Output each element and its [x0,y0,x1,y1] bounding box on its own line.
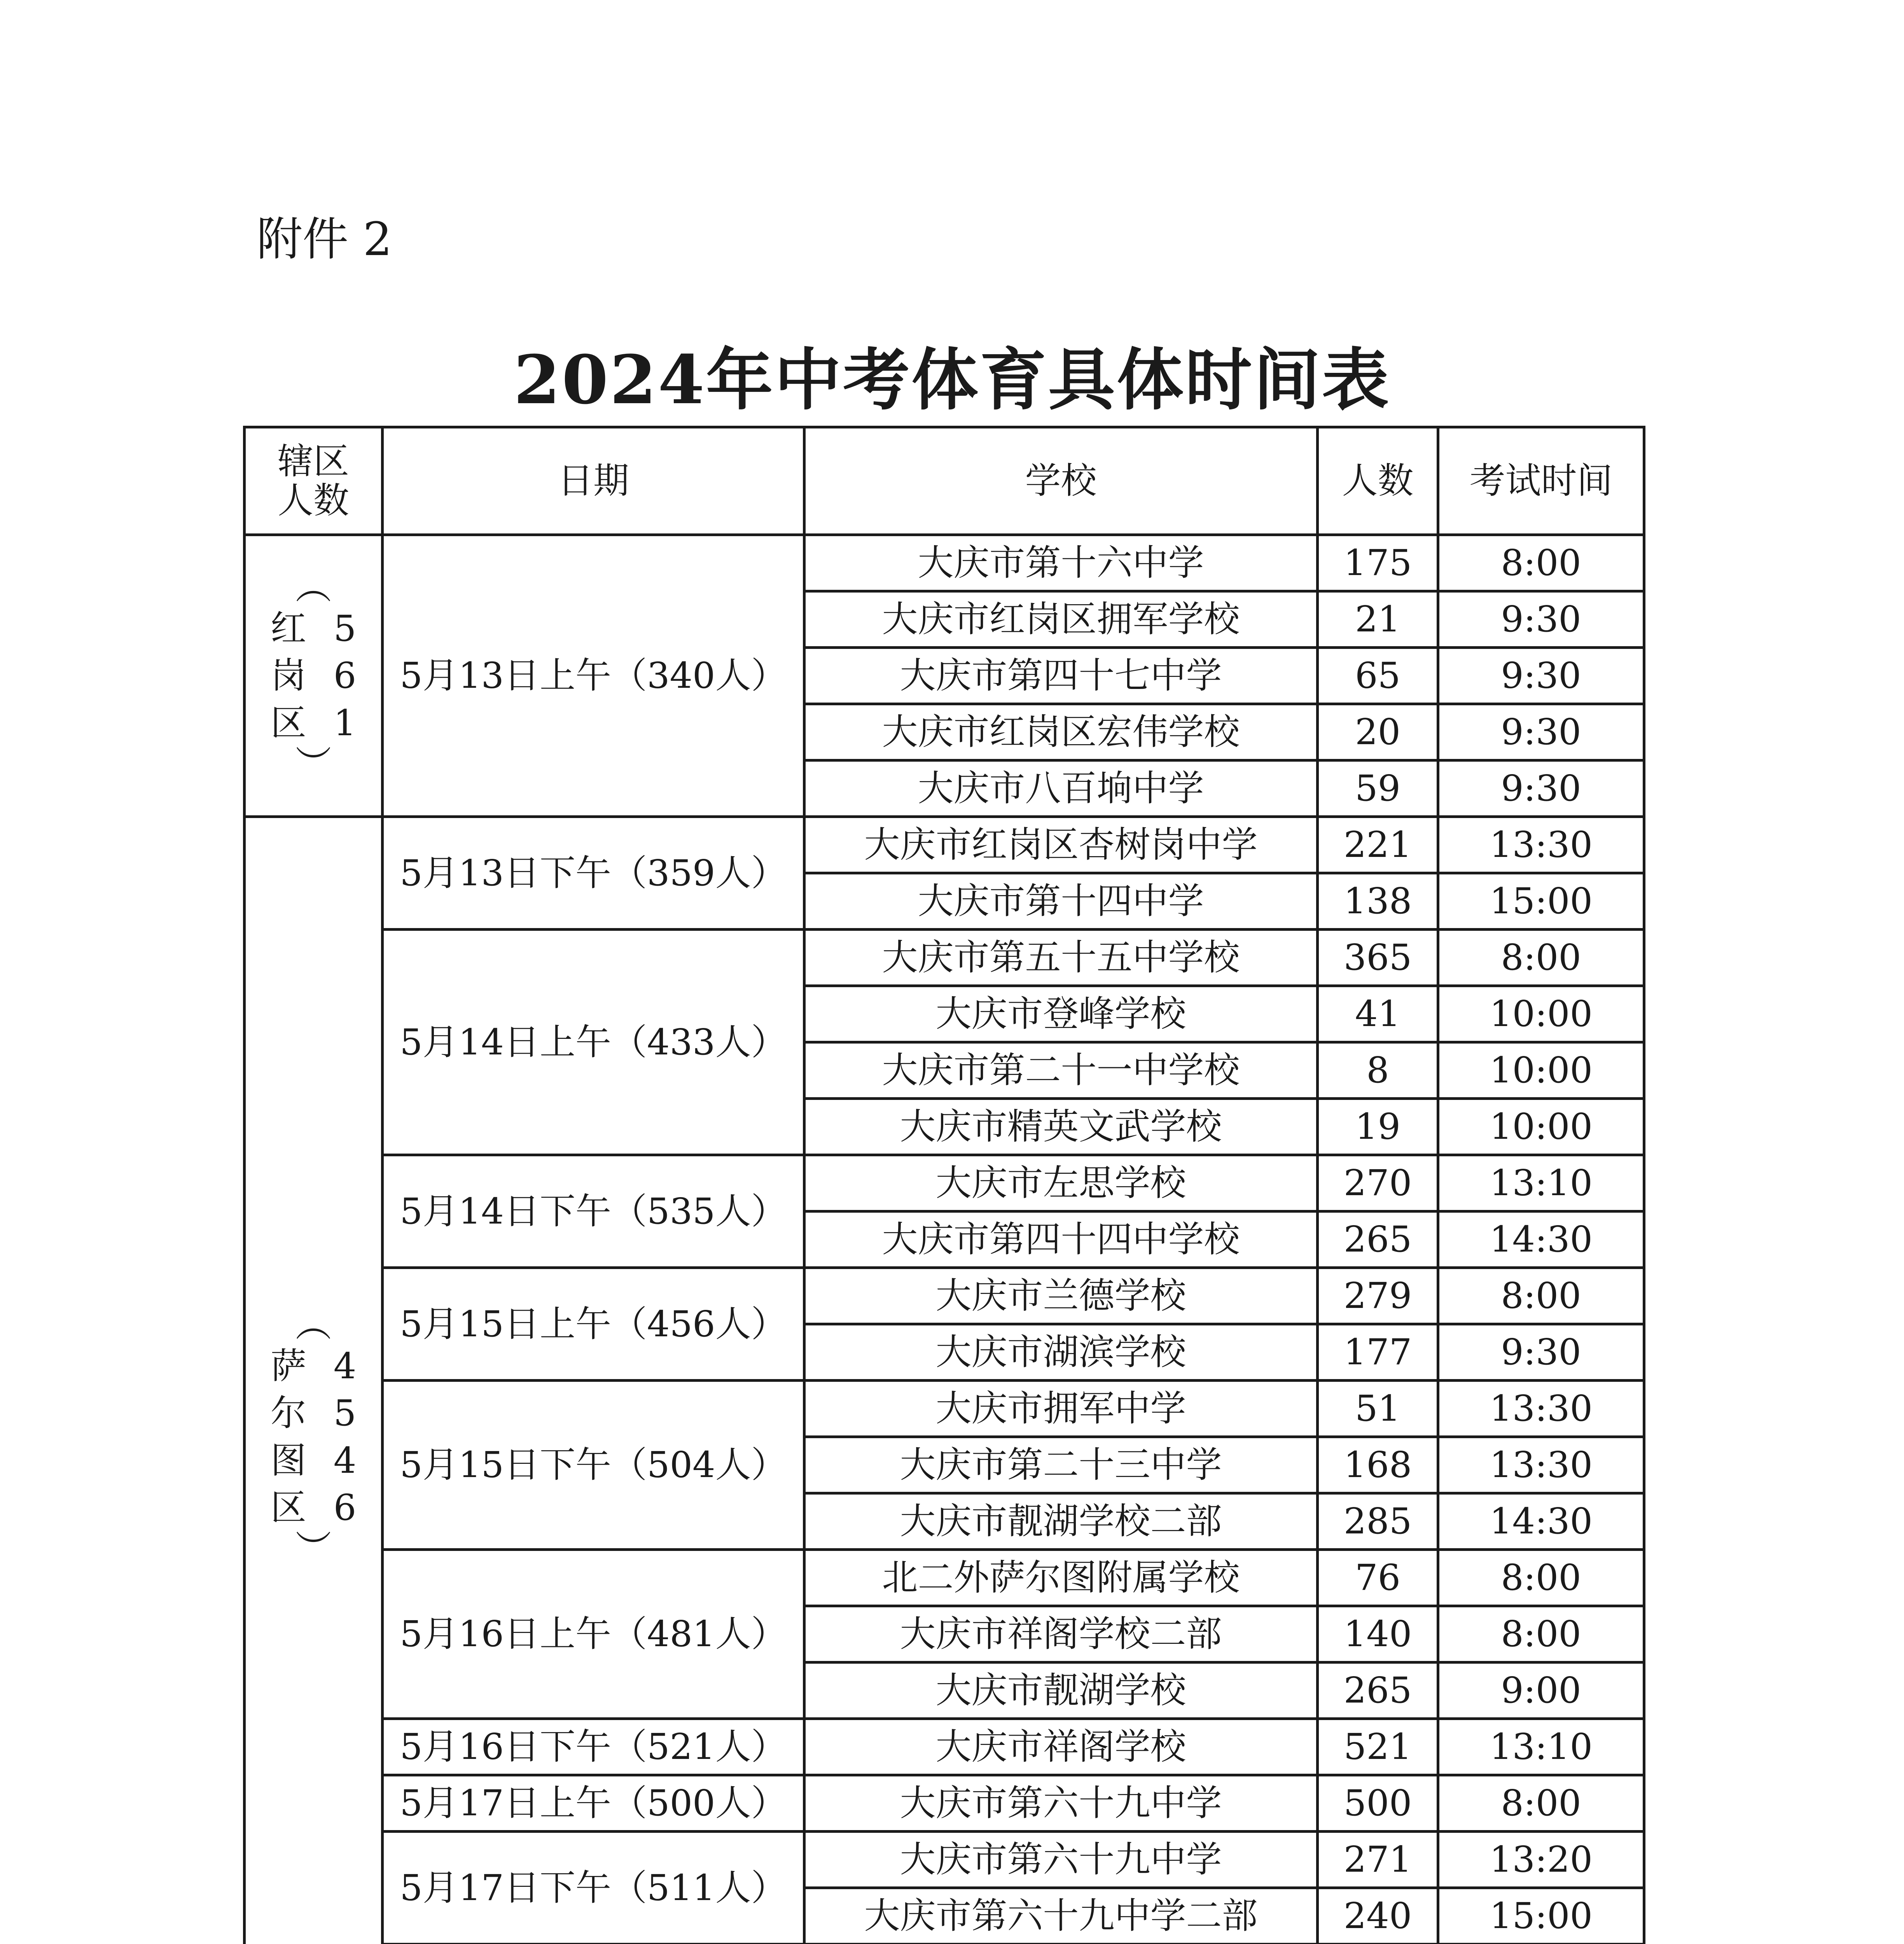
school-name: 大庆市兰德学校 [804,1268,1318,1324]
school-name: 大庆市红岗区拥军学校 [804,591,1318,648]
school-name: 大庆市第四十四中学校 [804,1212,1318,1268]
region-char: 图 [270,1439,306,1481]
student-count: 279 [1318,1268,1438,1324]
school-name: 大庆市红岗区宏伟学校 [804,704,1318,760]
student-count: 521 [1318,1719,1438,1775]
student-count: 8 [1318,1042,1438,1099]
exam-time: 15:00 [1438,873,1644,930]
school-name: 北二外萨尔图附属学校 [804,1550,1318,1606]
exam-time: 9:30 [1438,704,1644,760]
region-char: 区 [270,1486,306,1528]
school-name: 大庆市红岗区杏树岗中学 [804,817,1318,873]
region-cell-honggang [245,535,383,817]
school-name: 大庆市第六十九中学 [804,1832,1318,1888]
region-count-digit: 4 [333,1439,357,1481]
school-name: 大庆市八百垧中学 [804,760,1318,817]
school-name: 大庆市靓湖学校二部 [804,1493,1318,1550]
attachment-label: 附件 2 [257,212,392,266]
student-count: 59 [1318,760,1438,817]
exam-time: 13:30 [1438,1437,1644,1493]
header-region-line2: 人数 [277,480,349,521]
school-name: 大庆市左思学校 [804,1155,1318,1212]
session-date: 5月15日下午（504人） [383,1381,804,1550]
school-name: 大庆市第五十五中学校 [804,930,1318,986]
region-count-digit: 1 [333,702,357,744]
session-date: 5月16日下午（521人） [383,1719,804,1775]
exam-time: 13:30 [1438,817,1644,873]
student-count: 175 [1318,535,1438,591]
exam-time: 14:30 [1438,1212,1644,1268]
paren-close: ︶ [295,1528,331,1570]
table-header-row [245,427,1644,535]
school-name: 大庆市拥军中学 [804,1381,1318,1437]
student-count: 270 [1318,1155,1438,1212]
student-count: 265 [1318,1663,1438,1719]
school-name: 大庆市第二十三中学 [804,1437,1318,1493]
region-cell-saertu [245,817,383,1944]
exam-time: 8:00 [1438,1606,1644,1663]
exam-time: 15:00 [1438,1888,1644,1944]
paren-close: ︶ [295,743,331,785]
student-count: 240 [1318,1888,1438,1944]
student-count: 21 [1318,591,1438,648]
student-count: 138 [1318,873,1438,930]
school-name: 大庆市第十四中学 [804,873,1318,930]
student-count: 265 [1318,1212,1438,1268]
exam-time: 10:00 [1438,1042,1644,1099]
region-char: 岗 [270,655,306,697]
school-name: 大庆市第四十七中学 [804,648,1318,704]
header-region-count [245,427,383,535]
session-date: 5月17日下午（511人） [383,1832,804,1944]
student-count: 177 [1318,1324,1438,1381]
school-name: 大庆市登峰学校 [804,986,1318,1042]
region-char: 萨 [270,1345,306,1387]
student-count: 221 [1318,817,1438,873]
exam-time: 9:30 [1438,648,1644,704]
school-name: 大庆市第二十一中学校 [804,1042,1318,1099]
region-char: 区 [270,702,306,744]
session-date: 5月15日上午（456人） [383,1268,804,1381]
table-row [245,1832,1644,1888]
region-count-digit: 4 [333,1345,357,1387]
region-count-digit: 5 [333,607,357,649]
exam-time: 9:30 [1438,591,1644,648]
session-date: 5月14日下午（535人） [383,1155,804,1268]
school-name: 大庆市精英文武学校 [804,1099,1318,1155]
school-name: 大庆市第十六中学 [804,535,1318,591]
table-row [245,1268,1644,1324]
session-date: 5月13日上午（340人） [383,535,804,817]
school-name: 大庆市靓湖学校 [804,1663,1318,1719]
exam-time: 9:00 [1438,1663,1644,1719]
exam-time: 8:00 [1438,930,1644,986]
exam-time: 10:00 [1438,1099,1644,1155]
session-date: 5月14日上午（433人） [383,930,804,1155]
exam-time: 8:00 [1438,1550,1644,1606]
exam-time: 8:00 [1438,535,1644,591]
student-count: 20 [1318,704,1438,760]
header-count: 人数 [1318,427,1438,535]
session-date: 5月17日上午（500人） [383,1775,804,1832]
school-name: 大庆市第六十九中学二部 [804,1888,1318,1944]
exam-time: 9:30 [1438,1324,1644,1381]
student-count: 365 [1318,930,1438,986]
exam-time: 13:10 [1438,1155,1644,1212]
header-exam-time: 考试时间 [1438,427,1644,535]
student-count: 76 [1318,1550,1438,1606]
table-row [245,1775,1644,1832]
table-row [245,1381,1644,1437]
exam-time: 9:30 [1438,760,1644,817]
student-count: 168 [1318,1437,1438,1493]
session-date: 5月13日下午（359人） [383,817,804,930]
region-char: 红 [270,607,306,649]
exam-time: 8:00 [1438,1268,1644,1324]
student-count: 51 [1318,1381,1438,1437]
header-date: 日期 [383,427,804,535]
header-school: 学校 [804,427,1318,535]
exam-time: 13:10 [1438,1719,1644,1775]
student-count: 500 [1318,1775,1438,1832]
student-count: 285 [1318,1493,1438,1550]
table-row [245,1719,1644,1775]
region-char: 尔 [270,1392,306,1434]
table-row [245,535,1644,591]
school-name: 大庆市祥阁学校 [804,1719,1318,1775]
school-name: 大庆市祥阁学校二部 [804,1606,1318,1663]
student-count: 65 [1318,648,1438,704]
school-name: 大庆市第六十九中学 [804,1775,1318,1832]
header-region-line1: 辖区 [277,440,349,482]
session-date: 5月16日上午（481人） [383,1550,804,1719]
exam-time: 14:30 [1438,1493,1644,1550]
page-title: 2024年中考体育具体时间表 [514,340,1390,419]
table-row [245,930,1644,986]
paren-open: ︵ [295,1303,331,1345]
table-row [245,817,1644,873]
exam-time: 8:00 [1438,1775,1644,1832]
student-count: 271 [1318,1832,1438,1888]
student-count: 19 [1318,1099,1438,1155]
exam-time: 10:00 [1438,986,1644,1042]
table-row [245,1155,1644,1212]
region-count-digit: 6 [333,655,357,697]
paren-open: ︵ [295,566,331,608]
school-name: 大庆市湖滨学校 [804,1324,1318,1381]
schedule-table [243,426,1645,1944]
region-count-digit: 5 [333,1392,357,1434]
region-count-digit: 6 [333,1486,357,1528]
student-count: 140 [1318,1606,1438,1663]
table-row [245,1550,1644,1606]
exam-time: 13:20 [1438,1832,1644,1888]
exam-time: 13:30 [1438,1381,1644,1437]
student-count: 41 [1318,986,1438,1042]
